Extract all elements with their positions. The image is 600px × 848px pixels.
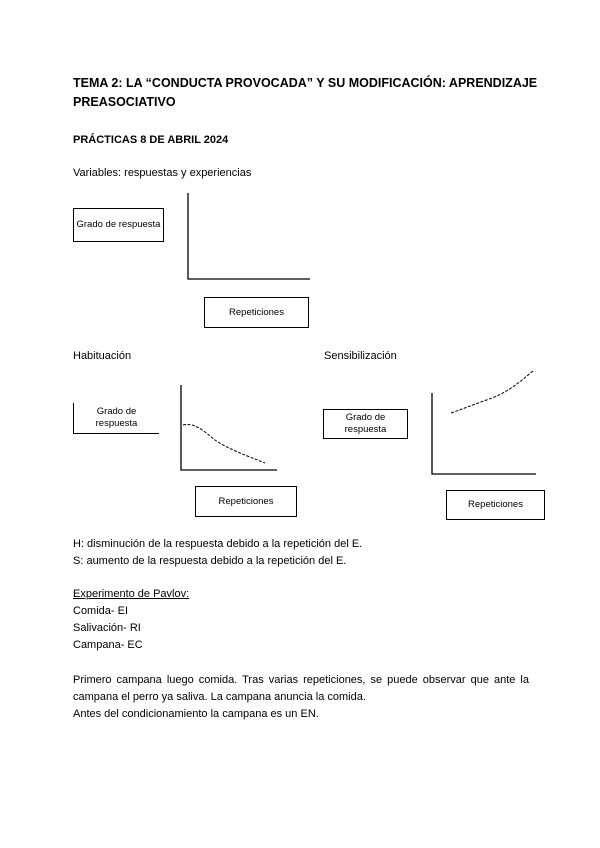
habituacion-y-label: Grado de respuesta [95,406,138,429]
definition-sensibilizacion: S: aumento de la respuesta debido a la repetición del E. [73,555,347,567]
pavlov-item: Comida- EI [73,605,129,617]
paragraph-conditioning: Primero campana luego comida. Tras varias repeticiones, se puede observar que ante la campana el perro ya saliva. La campana anuncia la comida. [73,674,529,703]
sensibilizacion-x-label: Repeticiones [468,499,523,510]
paragraph-neutral-stimulus: Antes del condicionamiento la campana es un EN. [73,708,319,720]
sensibilizacion-heading: Sensibilización [324,350,397,362]
sensibilizacion-y-label: Grado de respuesta [344,412,387,435]
pavlov-item: Campana- EC [73,639,143,651]
definition-habituacion: H: disminución de la respuesta debido a la repetición del E. [73,538,363,550]
sensibilization-axes [432,393,536,474]
practice-date-heading: PRÁCTICAS 8 DE ABRIL 2024 [73,134,229,146]
sensibilizacion-y-label-box [323,409,408,439]
variables-line: Variables: respuestas y experiencias [73,167,252,179]
habituation-axes [181,385,277,470]
main-y-label: Grado de respuesta [76,219,161,230]
main-x-label: Repeticiones [229,306,284,318]
sensibilization-curve [451,370,534,413]
main-axes [188,193,310,279]
habituacion-y-label-box [73,403,159,434]
pavlov-item: Salivación- RI [73,622,141,634]
main-x-label-box [204,297,309,328]
habituacion-x-label-box [195,486,297,517]
page-title: TEMA 2: LA “CONDUCTA PROVOCADA” Y SU MODIFICACIÓN: APRENDIZAJE PREASOCIATIVO [73,76,538,109]
sensibilizacion-x-label-box [446,490,545,520]
habituacion-x-label: Repeticiones [218,495,274,507]
pavlov-heading: Experimento de Pavlov: [73,588,190,600]
habituation-curve [183,424,265,463]
habituacion-heading: Habituación [73,350,132,362]
main-y-label-box [73,208,164,242]
